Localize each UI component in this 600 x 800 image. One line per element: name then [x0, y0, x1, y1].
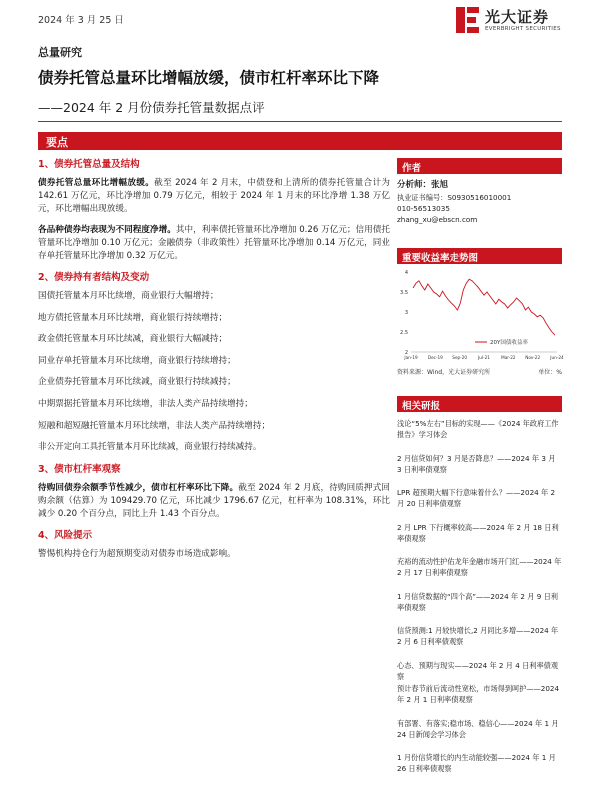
chart-unit-text: 单位：%: [538, 369, 562, 376]
author-email[interactable]: zhang_xu@ebscn.com: [397, 215, 478, 224]
author-bar: [397, 158, 562, 174]
paragraph-bond-types: [38, 224, 390, 263]
report-category: 总量研究: [38, 46, 82, 59]
section-heading-risk: 4、风险提示: [38, 529, 93, 541]
series-line: [413, 279, 555, 335]
paragraph-risk: 警惕机构持仓行为超预期变动对债券市场造成影响。: [38, 548, 236, 559]
related-research-box: [397, 396, 562, 787]
yield-chart: [397, 266, 562, 366]
paragraph-total-custody: [38, 177, 390, 216]
research-link[interactable]: 浅论“5%左右”目标的实现——《2024 年政府工作报告》学习体会: [397, 419, 559, 439]
x-tick-label: Jun-24: [550, 355, 564, 360]
title-divider: [38, 121, 562, 122]
x-tick-label: Nov-22: [525, 355, 541, 360]
chart-bar-label: 重要收益率走势图: [402, 252, 479, 264]
holder-item: 中期票据托管量本月环比续增，非法人类产品持续增持；: [38, 398, 253, 409]
report-date: 2024 年 3 月 25 日: [38, 15, 124, 26]
x-tick-label: Mar-22: [501, 355, 516, 360]
holder-item: 政金债托管量本月环比续减，商业银行大幅减持；: [38, 334, 228, 345]
paragraph-bold-lead: 待购回债券余额季节性减少，债市杠杆率环比下降。: [38, 482, 239, 493]
report-title: 债券托管总量环比增幅放缓，债市杠杆率环比下降: [38, 69, 380, 87]
paragraph-bold-lead: 债券托管总量环比增幅放缓。: [38, 178, 155, 188]
x-tick-label: Dec-19: [427, 355, 443, 360]
x-tick-label: Jan-19: [404, 355, 418, 360]
logo-en-text: EVERBRIGHT SECURITIES: [485, 26, 561, 32]
legend-label: 20Y国债收益率: [490, 340, 528, 346]
everbright-logo-icon: [455, 5, 481, 35]
author-phone: 010-56513035: [397, 204, 450, 213]
paragraph-text: 截至 2024 年 2 月底，待购回质押式回购余额（估算）为 109429.70 亿元，环比减少 1796.67 亿元，杠杆率为 108.31%，环比减少 0.20 个百分点，同比上升 1.43 个百分点。: [38, 482, 391, 519]
logo-cn-text: 光大证券: [485, 8, 550, 26]
research-list: [397, 412, 562, 774]
x-tick-label: Sep-20: [452, 355, 468, 360]
chart-source-text: 资料来源：Wind，光大证券研究所: [397, 369, 491, 376]
y-tick-label: 3.5: [400, 290, 408, 296]
research-link[interactable]: 1 月信贷数据的“四个高”——2024 年 2 月 9 日利率债观察: [397, 591, 558, 612]
holder-item: 国债托管量本月环比续增，商业银行大幅增持；: [38, 291, 219, 301]
research-link[interactable]: 预计春节前后流动性宽松，市场得到呵护——2024 年 2 月 1 日利率债观察: [397, 684, 560, 704]
section-heading-leverage: 3、债市杠杆率观察: [38, 463, 121, 475]
research-link[interactable]: 2 月 LPR 下行概率较高——2024 年 2 月 18 日利率债观察: [397, 522, 559, 543]
paragraph-text: 其中，利率债托管量环比净增加 0.26 万亿元；信用债托管量环比净增加 0.10 万亿元；金融债券（非政策性）托管量环比净增加 0.14 万亿元，同业存单托管量环比净增加 0.32 万亿元。: [38, 225, 390, 261]
research-link[interactable]: 信贷预测:1 月较快增长,2 月同比多增——2024 年 2 月 6 日利率债观察: [397, 626, 559, 646]
paragraph-leverage: [38, 482, 390, 521]
author-info: [397, 174, 562, 225]
research-link[interactable]: 2 月信贷如何？3 月是否降息？——2024 年 3 月 3 日利率债观察: [397, 453, 556, 474]
chart-source: [397, 367, 562, 376]
x-tick-label: Jul-21: [478, 355, 490, 360]
holder-item: 企业债券托管量本月环比续减，商业银行持续减持；: [38, 377, 236, 388]
research-link[interactable]: 心态、预期与现实——2024 年 2 月 4 日利率债观察: [397, 660, 559, 681]
author-bar-label: 作者: [402, 162, 422, 174]
research-bar-label: 相关研报: [402, 400, 441, 412]
holder-item: 短融和超短融托管量本月环比续增，非法人类产品持续增持；: [38, 420, 271, 431]
author-name: 分析师：张旭: [397, 180, 449, 190]
y-tick-label: 2.5: [400, 330, 408, 336]
holder-item: 非公开定向工具托管量本月环比续减，商业银行持续减持。: [38, 442, 262, 453]
holder-item: 同业存单托管量本月环比续增，商业银行持续增持；: [38, 355, 236, 366]
everbright-logo: [455, 5, 585, 37]
author-box: [397, 158, 562, 225]
chart-bar: [397, 248, 562, 264]
paragraph-bold-lead: 各品种债券均表现为不同程度净增。: [38, 225, 176, 235]
keypoints-bar: [38, 132, 562, 150]
keypoints-label: 要点: [46, 136, 68, 149]
y-tick-label: 3: [404, 310, 408, 316]
main-content: [38, 158, 390, 569]
y-tick-label: 2: [404, 350, 408, 356]
y-tick-label: 4: [404, 270, 408, 276]
holder-item: 地方债托管量本月环比续增，商业银行持续增持；: [38, 312, 228, 323]
research-link[interactable]: 有部署、有落实;稳市场、稳信心——2024 年 1 月 24 日新闻会学习体会: [397, 718, 559, 739]
author-cert: 执业证书编号：S0930516010001: [397, 193, 512, 202]
research-link[interactable]: LPR 超预期大幅下行意味着什么？——2024 年 2 月 20 日利率债观察: [397, 488, 556, 508]
paragraph-text: 截至 2024 年 2 月末，中债登和上清所的债券托管量合计为 142.61 万亿元，环比净增加 0.79 万亿元，相较于 2024 年 1 月末的环比净增 1.38 万亿元，环比增幅出现放缓。: [38, 178, 390, 214]
section-heading-structure: 1、债券托管总量及结构: [38, 159, 140, 170]
report-subtitle: ——2024 年 2 月份债券托管量数据点评: [38, 100, 265, 115]
research-link[interactable]: 1 月份信贷增长的内生动能较强——2024 年 1 月 26 日利率债观察: [397, 753, 556, 773]
yield-chart-box: [397, 248, 562, 376]
research-link[interactable]: 充裕的流动性护佑龙年金融市场开门红——2024 年 2 月 17 日利率债观察: [397, 557, 562, 577]
research-bar: [397, 396, 562, 412]
section-heading-holders: 2、债券持有者结构及变动: [38, 272, 150, 283]
